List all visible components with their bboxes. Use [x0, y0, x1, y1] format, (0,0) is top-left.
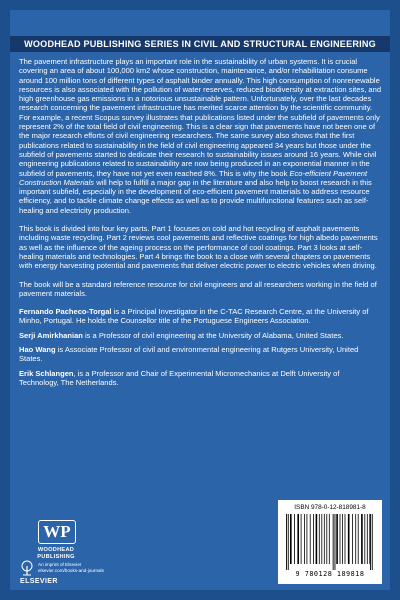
barcode-bar	[290, 514, 292, 564]
barcode-bar	[352, 514, 353, 564]
author-name: Fernando Pacheco-Torgal	[19, 307, 112, 317]
elsevier-tree-icon	[19, 560, 35, 576]
barcode-bar	[324, 514, 325, 564]
barcode-bar	[319, 514, 320, 564]
barcode-number: 9 780128 189818	[295, 570, 365, 578]
barcode	[284, 514, 376, 570]
barcode-bar	[340, 514, 341, 564]
barcode-bar	[358, 514, 359, 564]
book-title-italic: Eco-efficient Pavement Construction Materials	[19, 168, 368, 187]
barcode-bar	[329, 514, 330, 564]
author-bio	[19, 307, 381, 326]
barcode-bar	[301, 514, 302, 564]
barcode-bar	[372, 514, 373, 570]
elsevier-wordmark: ELSEVIER	[20, 578, 58, 585]
barcode-bar	[370, 514, 371, 570]
barcode-bar	[348, 514, 350, 564]
author-bio	[19, 369, 381, 388]
author-bio	[19, 331, 381, 340]
author-name: Hao Wang	[19, 345, 56, 355]
publisher-logo	[20, 520, 110, 590]
barcode-bar	[345, 514, 346, 564]
imprint-line: An imprint of Elsevier	[38, 562, 82, 567]
description-text: The pavement infrastructure plays an important role in the sustainability of urban systems. It is crucial covering an area of about 100,000 km2 whose construction, maintenance, and/or rehabilitation consume around 100 million tons of different types of asphalt binder annually. This high consumption of nonrenewable resources is also associated with the pollution of water reserves, reduced biodiversity at extraction sites, and high greenhouse gas emissions in a notorious unsustainable pattern. Unfortunately, over the last decades research concerning the pavement infrastructure has merited scarce attention by the scientific community. For example, a recent Scopus survey illustrates that publications listed under the subfield of pavements only represent 2% of the total field of civil engineering. This is a clear sign that pavements have not been one of the major research efforts of civil engineering researchers. The same survey also shows that the first publications related to sustainability in the field of civil engineering appeared 34 years but those under the subfield of pavements started to dedicate their research to sustainability issues around 16 years. While civil engineering publications related to sustainability are now being produced in an exponential manner in the subfield of pavements, they have not yet even reached 8%. This is why the book	[19, 57, 382, 178]
barcode-bar	[294, 514, 295, 564]
barcode-box	[278, 500, 382, 584]
description-paragraph-3: The book will be a standard reference resource for civil engineers and all researchers working in the field of pavement materials.	[19, 279, 377, 298]
author-name: Erik Schlangen	[19, 368, 74, 378]
cover-text	[19, 57, 381, 392]
description-paragraph-2: This book is divided into four key parts. Part 1 focuses on cold and hot recycling of asphalt pavements including waste recycling. Part 2 reviews cool pavements and reflective coatings for high albedo pavements as well as the influence of the ageing process on the performance of cool coatings. Part 3 looks at self-healing materials and technologies. Part 4 brings the book to a close with several chapters on pavements with energy harvesting potential and pavements that deliver electric power to electric vehicles when driving.	[19, 224, 378, 271]
barcode-bar	[364, 514, 365, 564]
barcode-bar	[336, 514, 338, 564]
barcode-bar	[316, 514, 318, 564]
publisher-name-line: WOODHEAD	[37, 547, 75, 553]
imprint-info	[38, 562, 128, 573]
barcode-bar	[297, 514, 299, 564]
imprint-url: elsevier.com/books-and-journals	[38, 567, 104, 573]
series-title: WOODHEAD PUBLISHING SERIES IN CIVIL AND STRUCTURAL ENGINEERING	[10, 36, 390, 52]
barcode-bar	[335, 514, 336, 570]
isbn: ISBN 978-0-12-818981-8	[294, 504, 366, 511]
author-bio-text: , is a Professor and Chair of Experimental Micromechanics at Delft University of Technology, The Netherlands.	[19, 368, 340, 387]
barcode-bar	[355, 514, 356, 564]
author-bio-text: is Associate Professor of civil and environmental engineering at Rutgers University, United States.	[19, 345, 359, 364]
author-bio-text: is a Principal Investigator in the C-TAC Research Centre, at the University of Minho, Portugal. He holds the Counsellor title of the Portuguese Engineers Association.	[19, 307, 369, 326]
barcode-bar	[321, 514, 322, 564]
barcode-bar	[288, 514, 289, 570]
barcode-bar	[333, 514, 334, 570]
barcode-bar	[361, 514, 363, 564]
description-text: will help to fulfill a major gap in the literature and also help to boost research in this important subfield, especially in the development of eco-efficient pavement materials to address resource efficiency, and to tackle climate change effects as well as to provide multifunctional features such as self-healing and electricity production.	[19, 177, 372, 215]
barcode-bar	[313, 514, 314, 564]
wp-logo-mark: WP	[38, 520, 76, 544]
description-paragraph-1	[19, 57, 381, 215]
author-bio-text: is a Professor of civil engineering at the University of Alabama, United States.	[82, 330, 344, 340]
barcode-bar	[342, 514, 343, 564]
barcode-bar	[310, 514, 311, 564]
barcode-bar	[367, 514, 368, 564]
publisher-name	[20, 547, 92, 560]
barcode-bar	[307, 514, 308, 564]
barcode-bar	[286, 514, 287, 570]
barcode-bar	[304, 514, 305, 564]
author-name: Serji Amirkhanian	[19, 330, 83, 340]
barcode-bar	[326, 514, 327, 564]
publisher-name-line: PUBLISHING	[37, 553, 75, 560]
author-bio	[19, 345, 381, 364]
